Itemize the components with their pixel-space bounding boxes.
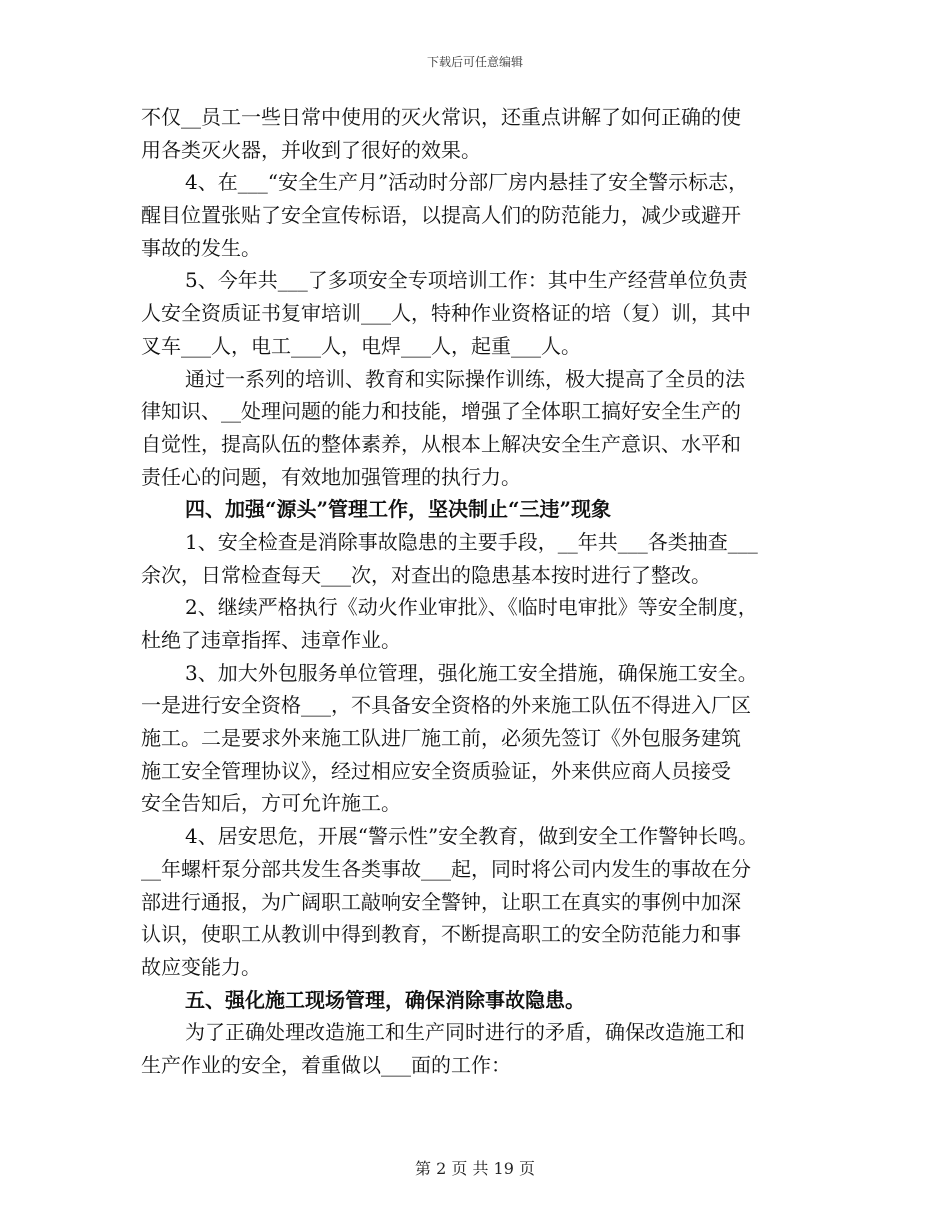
text-line: 1、安全检查是消除事故隐患的主要手段，__年共___各类抽查___ [185,529,758,554]
text-line: 5、今年共___了多项安全专项培训工作：其中生产经营单位负责 [185,268,748,293]
text-line: 安全告知后，方可允许施工。 [141,791,401,816]
text-line: 自觉性，提高队伍的整体素养，从根本上解决安全生产意识、水平和 [141,431,741,456]
text-line: 2、继续严格执行《动火作业审批》、《临时电审批》等安全制度， [185,595,758,620]
text-line: 叉车___人，电工___人，电焊___人，起重___人。 [141,333,581,358]
text-line: 4、居安思危，开展“警示性”安全教育，做到安全工作警钟长鸣。 [185,824,759,849]
text-line: 部进行通报，为广阔职工敲响安全警钟，让职工在真实的事例中加深 [141,889,741,914]
text-line: 律知识、__处理问题的能力和技能，增强了全体职工搞好安全生产的 [141,399,741,424]
text-line: 施工安全管理协议》，经过相应安全资质验证，外来供应商人员接受 [141,758,731,783]
page-header: 下载后可任意编辑 [426,55,523,69]
text-line: 不仅__员工一些日常中使用的灭火常识，还重点讲解了如何正确的使 [141,105,741,129]
text-line: 醒目位置张贴了安全宣传标语，以提高人们的防范能力，减少或避开 [141,203,741,228]
section-heading: 五、强化施工现场管理，确保消除事故隐患。 [185,987,585,1012]
text-line: 生产作业的安全，着重做以___面的工作： [141,1052,511,1077]
page-footer: 第 2 页 共 19 页 [415,1159,535,1178]
text-line: __年螺杆泵分部共发生各类事故___起，同时将公司内发生的事故在分 [141,856,751,881]
text-line: 4、在___“安全生产月”活动时分部厂房内悬挂了安全警示标志， [185,170,749,195]
text-line: 施工。二是要求外来施工队进厂施工前，必须先签订《外包服务建筑 [141,726,741,751]
text-line: 认识，使职工从教训中得到教育，不断提高职工的安全防范能力和事 [141,922,741,947]
text-line: 一是进行安全资格___，不具备安全资格的外来施工队伍不得进入厂区 [141,693,751,718]
text-line: 为了正确处理改造施工和生产同时进行的矛盾，确保改造施工和 [185,1020,745,1045]
text-line: 故应变能力。 [141,954,261,979]
text-line: 事故的发生。 [141,235,261,260]
text-line: 通过一系列的培训、教育和实际操作训练，极大提高了全员的法 [185,366,745,391]
text-line: 责任心的问题，有效地加强管理的执行力。 [141,464,521,489]
text-line: 3、加大外包服务单位管理，强化施工安全措施，确保施工安全。 [185,660,758,685]
text-line: 人安全资质证书复审培训___人，特种作业资格证的培（复）训，其中 [141,301,751,326]
text-line: 用各类灭火器，并收到了很好的效果。 [141,137,481,162]
text-line: 杜绝了违章指挥、违章作业。 [141,628,401,652]
section-heading: 四、加强“源头”管理工作，坚决制止“三违”现象 [185,497,612,522]
document-body [141,101,821,1082]
text-line: 余次，日常检查每天___次，对查出的隐患基本按时进行了整改。 [141,562,711,587]
